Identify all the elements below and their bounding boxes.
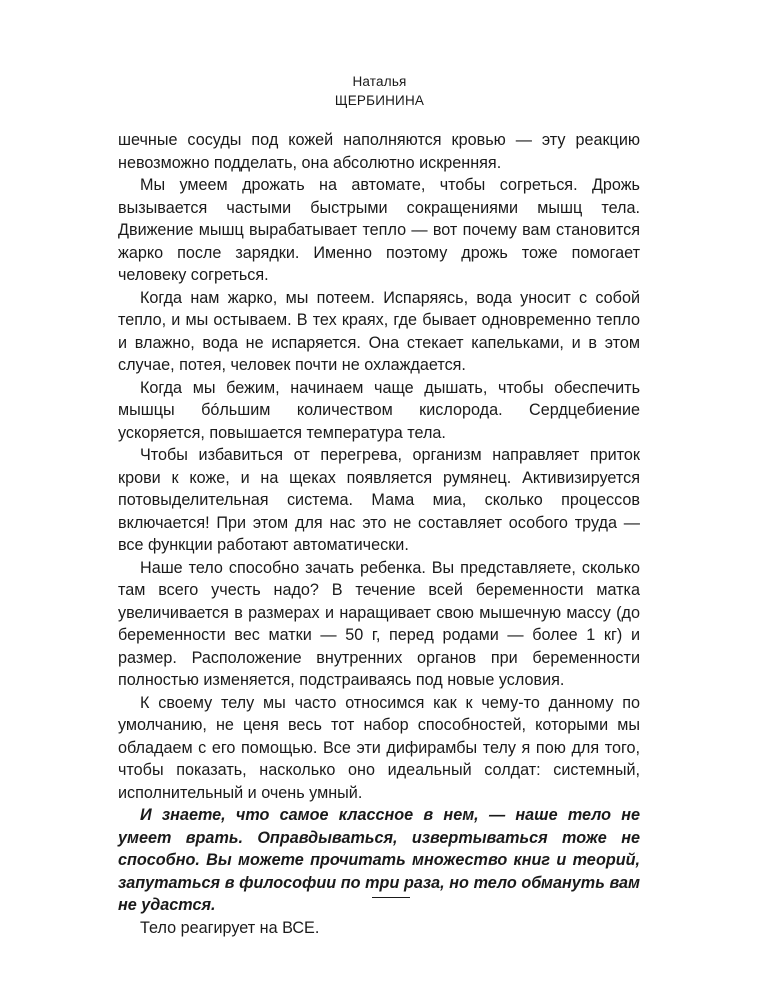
paragraph-body-abilities: К своему телу мы часто относимся как к чему-то данному по умолчанию, не ценя весь тот набор способностей, которыми мы обладаем с его помощью. Все эти дифирамбы телу я пою для того, чтобы показать, насколько оно идеальный солдат: системный, исполнительный и очень умный. [118, 693, 640, 802]
running-header [0, 72, 759, 110]
section-end-rule [372, 897, 410, 898]
paragraph-running: Когда мы бежим, начинаем чаще дышать, чтобы обеспечить мышцы бóльшим количеством кислорода. Сердцебиение ускоряется, повышается температура тела. [118, 378, 640, 442]
paragraph-body-reacts: Тело реагирует на ВСЕ. [140, 918, 320, 937]
author-first-name: Наталья [352, 74, 407, 89]
author-last-name: ЩЕРБИНИНА [334, 93, 425, 108]
paragraph-overheating: Чтобы избавиться от перегрева, организм направляет приток крови к коже, и на щеках появляется румянец. Активизируется потовыделительная система. Мама миа, сколько процессов включается! При этом для нас это не составляет особого труда — все функции работают автоматически. [118, 446, 640, 554]
paragraph-shivering: Мы умеем дрожать на автомате, чтобы согреться. Дрожь вызывается частыми быстрыми сокращениями мышц тела. Движение мышц вырабатывает тепло — вот почему вам становится жарко после зарядки. Именно поэтому дрожь тоже помогает человеку согреться. [118, 176, 640, 284]
paragraph-body-cannot-lie: И знаете, что самое классное в нем, — наше тело не умеет врать. Оправдываться, извертываться тоже не способно. Вы можете прочитать множество книг и теорий, запутаться в философии по три раза, но тело обмануть вам не удастся. [118, 806, 640, 914]
paragraph-continuation: шечные сосуды под кожей наполняются кровью — эту реакцию невозможно подделать, она абсолютно искренняя. [118, 131, 640, 172]
body-text [118, 129, 640, 939]
paragraph-sweating: Когда нам жарко, мы потеем. Испаряясь, вода уносит с собой тепло, и мы остываем. В тех краях, где бывает одновременно тепло и влажно, вода не испаряется. Она стекает капельками, и в этом случае, потея, человек почти не охлаждается. [118, 288, 640, 374]
paragraph-pregnancy: Наше тело способно зачать ребенка. Вы представляете, сколько там всего учесть надо? В течение всей беременности матка увеличивается в размерах и наращивает свою мышечную массу (до беременности вес матки — 50 г, перед родами — более 1 кг) и размер. Расположение внутренних органов при беременности полностью изменяется, подстраиваясь под новые условия. [118, 558, 640, 689]
